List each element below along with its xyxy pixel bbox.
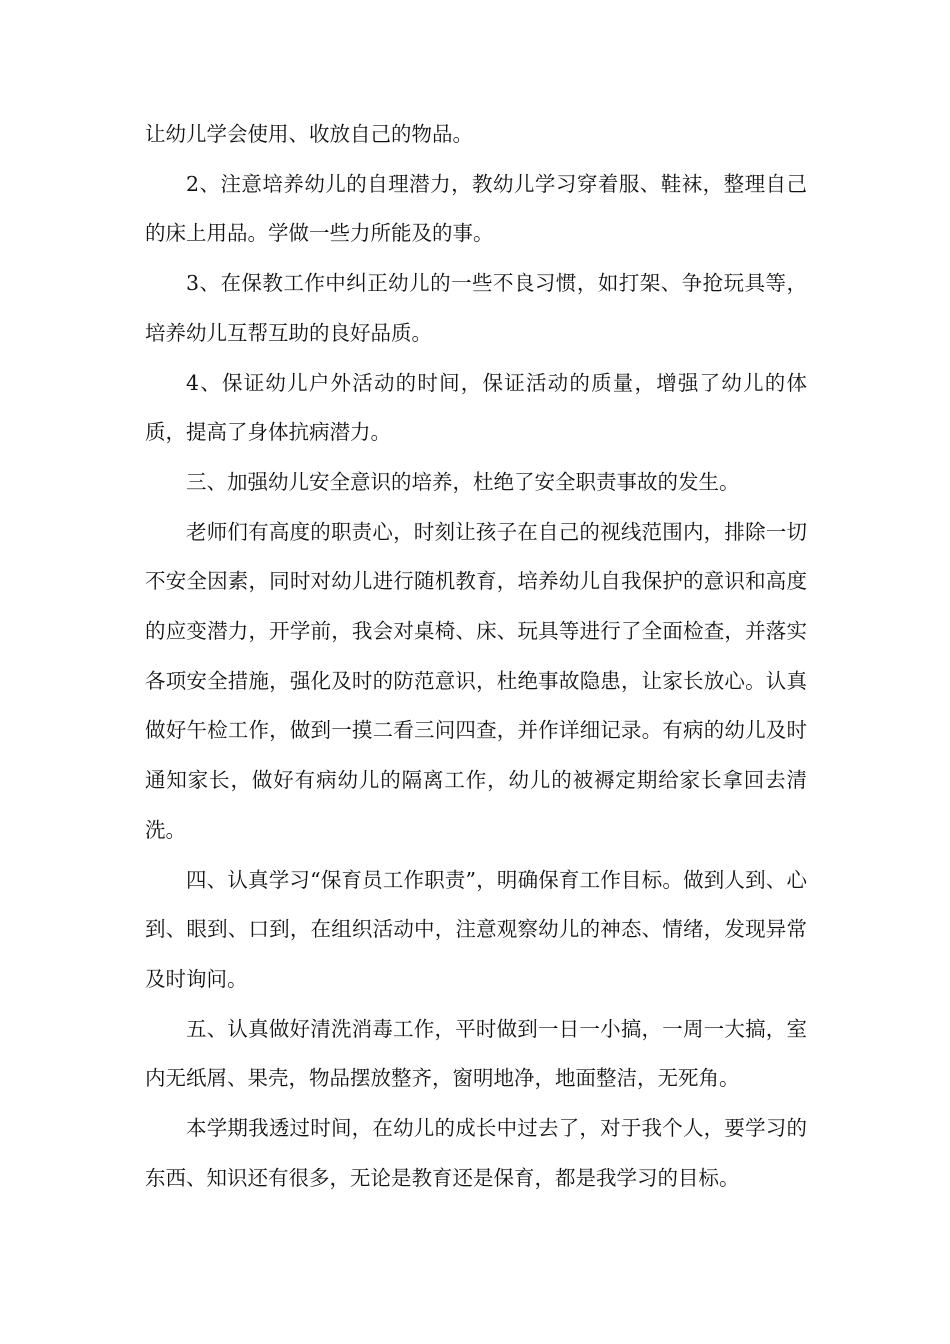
paragraph-1: 让幼儿学会使用、收放自己的物品。: [145, 122, 473, 146]
document-body: [145, 110, 807, 1203]
paragraph-conclusion: 本学期我透过时间，在幼儿的成长中过去了，对于我个人，要学习的东西、知识还有很多，无论是教育还是保育，都是我学习的目标。: [145, 1116, 807, 1190]
section-heading-3: 三、加强幼儿安全意识的培养，杜绝了安全职责事故的发生。: [186, 469, 740, 494]
paragraph-4: 4、保证幼儿户外活动的时间，保证活动的质量，增强了幼儿的体质，提高了身体抗病潜力。: [145, 370, 807, 445]
paragraph-3: 3、在保教工作中纠正幼儿的一些不良习惯，如打架、争抢玩具等，培养幼儿互帮互助的良好品质。: [145, 271, 807, 345]
section-heading-5: 五、认真做好清洗消毒工作，平时做到一日一小搞，一周一大搞，室内无纸屑、果壳，物品摆放整齐，窗明地净，地面整洁，无死角。: [145, 1016, 807, 1091]
paragraph-2: 2、注意培养幼儿的自理潜力，教幼儿学习穿着服、鞋袜，整理自己的床上用品。学做一些力所能及的事。: [145, 171, 807, 246]
paragraph-safety: 老师们有高度的职责心，时刻让孩子在自己的视线范围内，排除一切不安全因素，同时对幼儿进行随机教育，培养幼儿自我保护的意识和高度的应变潜力，开学前，我会对桌椅、床、玩具等进行了全面检查，并落实各项安全措施，强化及时的防范意识，杜绝事故隐患，让家长放心。认真做好午检工作，做到一摸二看三问四查，并作详细记录。有病的幼儿及时通知家长，做好有病幼儿的隔离工作，幼儿的被褥定期给家长拿回去清洗。: [145, 519, 807, 842]
section-heading-4: 四、认真学习“保育员工作职责”，明确保育工作目标。做到人到、心到、眼到、口到，在组织活动中，注意观察幼儿的神态、情绪，发现异常及时询问。: [145, 867, 807, 991]
